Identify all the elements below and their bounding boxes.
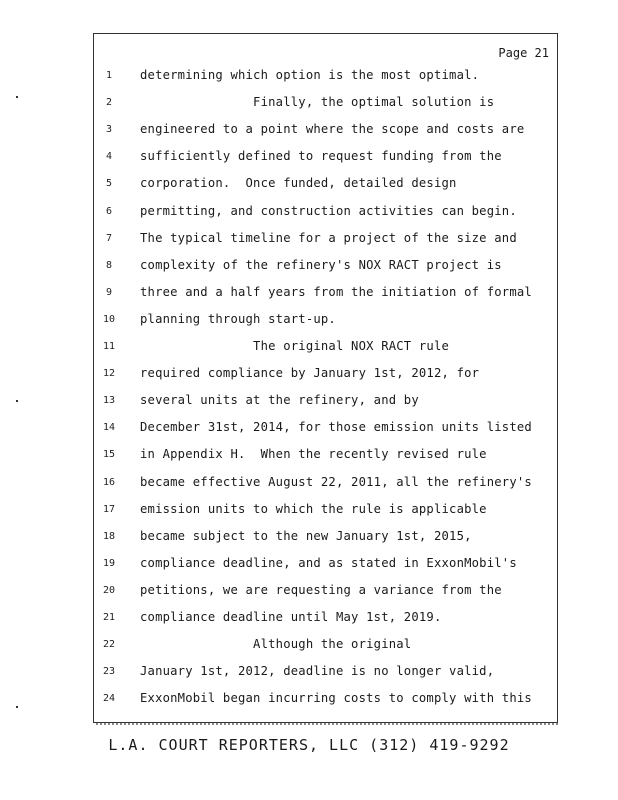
line-number: 10 (102, 313, 116, 325)
line-number: 7 (105, 232, 113, 244)
transcript-line (94, 257, 559, 277)
page-number: Page 21 (498, 46, 549, 60)
line-text: Although the original (140, 637, 412, 652)
transcript-line (94, 284, 559, 304)
line-text: compliance deadline, and as stated in ExxonMobil's (140, 555, 517, 570)
transcript-line (94, 609, 559, 629)
line-number: 13 (102, 395, 116, 407)
line-text: became subject to the new January 1st, 2015, (140, 528, 472, 543)
scan-speck (16, 706, 18, 708)
line-text: emission units to which the rule is applicable (140, 501, 487, 516)
line-number: 22 (102, 639, 116, 651)
transcript-line (94, 392, 559, 412)
transcript-line (94, 501, 559, 521)
transcript-line (94, 338, 559, 358)
line-text: The typical timeline for a project of the size and (140, 230, 517, 245)
transcript-line (94, 663, 559, 683)
line-number: 11 (102, 341, 116, 352)
line-text: January 1st, 2012, deadline is no longer valid, (140, 664, 495, 679)
line-text: sufficiently defined to request funding from the (140, 149, 502, 164)
line-text: The original NOX RACT rule (140, 339, 450, 353)
line-number: 21 (102, 612, 116, 623)
line-number: 14 (102, 422, 116, 434)
line-text: three and a half years from the initiation of formal (140, 284, 532, 299)
line-text: in Appendix H. When the recently revised rule (140, 447, 487, 462)
line-number: 9 (105, 286, 113, 298)
line-number: 19 (102, 557, 116, 569)
transcript-line (94, 230, 559, 250)
line-number: 5 (105, 178, 113, 190)
line-number: 16 (102, 476, 116, 488)
transcript-line (94, 446, 559, 466)
transcript-line (94, 121, 559, 141)
transcript-line (94, 528, 559, 548)
line-text: required compliance by January 1st, 2012, for (140, 366, 480, 381)
line-number: 12 (102, 368, 116, 380)
transcript-line (94, 175, 559, 195)
line-number: 1 (105, 70, 113, 81)
line-number: 4 (105, 151, 113, 163)
line-number: 24 (102, 693, 116, 705)
transcript-line (94, 419, 559, 439)
transcript-line (94, 67, 559, 87)
transcript-line (94, 474, 559, 494)
line-number: 3 (105, 124, 113, 136)
line-number: 18 (102, 530, 116, 542)
line-text: Finally, the optimal solution is (140, 95, 495, 110)
transcript-line (94, 690, 559, 710)
line-text: compliance deadline until May 1st, 2019. (140, 610, 442, 624)
transcript-line (94, 203, 559, 223)
line-text: planning through start-up. (140, 311, 336, 326)
transcript-line (94, 365, 559, 385)
line-text: became effective August 22, 2011, all the refinery's (140, 474, 532, 489)
transcript-line (94, 148, 559, 168)
page-bottom-edge (96, 719, 558, 725)
line-text: permitting, and construction activities can begin. (140, 203, 517, 218)
line-text: several units at the refinery, and by (140, 393, 419, 408)
transcript-line (94, 582, 559, 602)
line-text: corporation. Once funded, detailed design (140, 176, 457, 191)
transcript-line (94, 311, 559, 331)
line-text: petitions, we are requesting a variance from the (140, 582, 502, 597)
line-text: ExxonMobil began incurring costs to comply with this (140, 691, 532, 706)
transcript-line (94, 94, 559, 114)
court-reporter-footer: L.A. COURT REPORTERS, LLC (312) 419-9292 (108, 736, 510, 754)
line-number: 23 (102, 666, 116, 678)
line-number: 20 (102, 584, 116, 596)
line-number: 8 (105, 259, 113, 271)
line-text: December 31st, 2014, for those emission units listed (140, 420, 532, 435)
scan-speck (16, 96, 18, 98)
line-number: 15 (102, 449, 116, 461)
line-number: 6 (105, 205, 113, 217)
line-number: 2 (105, 97, 113, 109)
line-text: determining which option is the most optimal. (140, 68, 480, 82)
line-text: complexity of the refinery's NOX RACT project is (140, 257, 502, 272)
scan-speck (16, 400, 18, 402)
transcript-line (94, 555, 559, 575)
transcript-line (94, 636, 559, 656)
transcript-page-frame (93, 33, 558, 723)
line-number: 17 (102, 503, 116, 515)
line-text: engineered to a point where the scope and costs are (140, 122, 525, 137)
